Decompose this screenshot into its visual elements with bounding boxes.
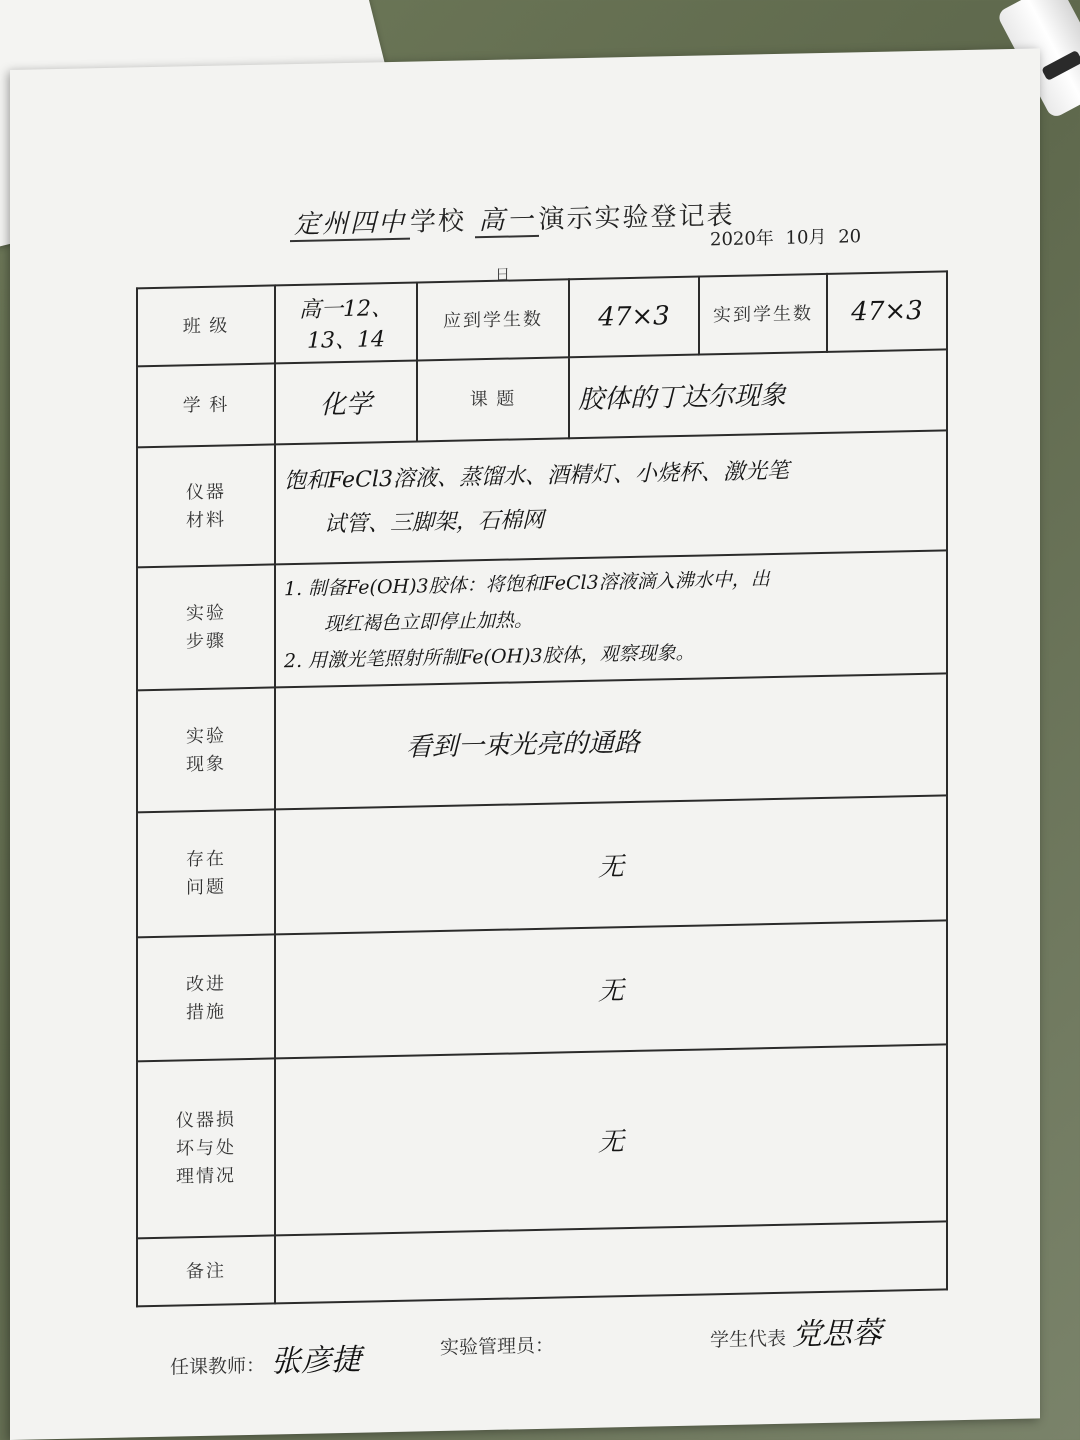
actual-value: 47×3 [827, 271, 947, 352]
materials-label: 仪器 材料 [137, 444, 275, 567]
school-suffix: 学校 [410, 206, 467, 237]
registration-table [136, 270, 948, 1307]
expected-label: 应到学生数 [417, 279, 569, 360]
date-year: 2020年 [710, 228, 774, 251]
grade: 高一 [475, 205, 539, 238]
steps-line: 1. 制备Fe(OH)3胶体：将饱和FeCl3溶液滴入沸水中，出 [284, 568, 770, 601]
date-month: 10月 [785, 226, 827, 249]
student-signature-block [710, 1308, 882, 1356]
improvements-value: 无 [275, 920, 947, 1059]
actual-label: 实到学生数 [699, 274, 827, 355]
table-row [137, 920, 947, 1061]
table-row [137, 673, 947, 812]
improvements-label: 改进 措施 [137, 934, 275, 1061]
table-row [137, 795, 947, 936]
admin-signature-block [440, 1324, 560, 1362]
steps-line: 现红褐色立即停止加热。 [324, 609, 534, 636]
table-row [137, 430, 947, 567]
form-date [710, 222, 867, 251]
school-name: 定州四中 [290, 208, 410, 243]
steps-value [275, 550, 947, 687]
materials-line: 饱和FeCl3溶液、蒸馏水、酒精灯、小烧杯、激光笔 [284, 458, 789, 495]
expected-value: 47×3 [569, 277, 699, 358]
student-signature: 党思蓉 [792, 1315, 883, 1353]
class-value: 高一12、13、14 [275, 282, 417, 363]
materials-line: 试管、三脚架，石棉网 [324, 507, 545, 538]
steps-label: 实验 步骤 [137, 565, 275, 690]
table-row [137, 1044, 947, 1238]
teacher-signature: 张彦捷 [271, 1342, 362, 1380]
date-day-label: 日 [495, 267, 511, 284]
problems-value: 无 [275, 795, 947, 934]
phenomenon-label: 实验 现象 [137, 687, 275, 812]
title-suffix: 演示实验登记表 [538, 200, 735, 234]
topic-label: 课 题 [417, 358, 569, 441]
date-day: 20 [838, 226, 862, 248]
form-title [290, 195, 735, 241]
registration-form-paper [10, 48, 1040, 1440]
admin-label: 实验管理员： [440, 1335, 555, 1359]
subject-value: 化学 [275, 361, 417, 444]
teacher-signature-block [170, 1335, 361, 1383]
table-row [137, 550, 947, 689]
materials-value [275, 430, 947, 565]
topic-value: 胶体的丁达尔现象 [569, 350, 947, 438]
remarks-value [275, 1221, 947, 1303]
phenomenon-value: 看到一束光亮的通路 [275, 673, 947, 810]
teacher-label: 任课教师： [170, 1355, 266, 1379]
signature-footer [170, 1312, 970, 1389]
student-label: 学生代表 [710, 1328, 787, 1352]
pen-cap [1041, 50, 1080, 81]
damage-label: 仪器损 坏与处 理情况 [137, 1058, 275, 1238]
problems-label: 存在 问题 [137, 809, 275, 936]
remarks-label: 备注 [137, 1235, 275, 1306]
subject-label: 学 科 [137, 364, 275, 447]
damage-value: 无 [275, 1044, 947, 1235]
steps-line: 2. 用激光笔照射所制Fe(OH)3胶体，观察现象。 [284, 641, 695, 673]
class-label: 班 级 [137, 285, 275, 366]
